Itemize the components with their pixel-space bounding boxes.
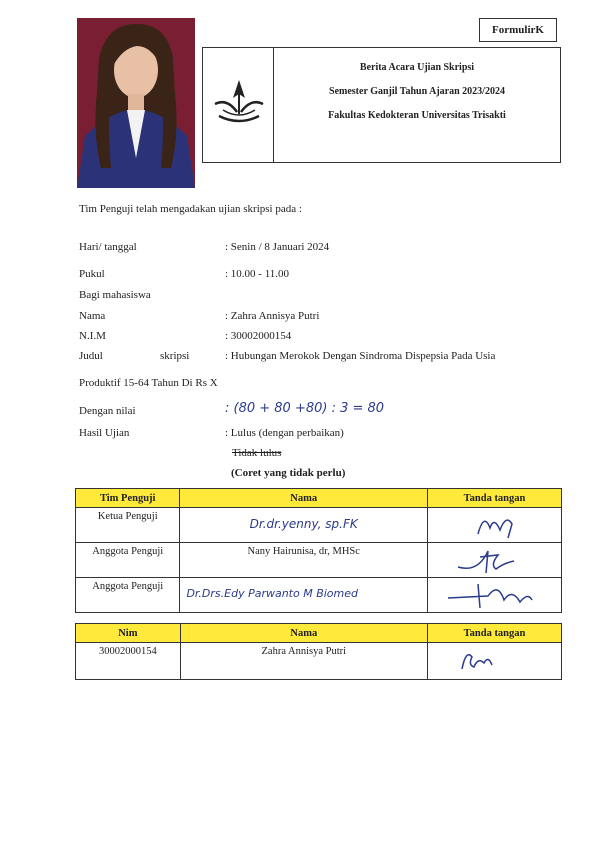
name-cell <box>180 508 428 543</box>
col-header-nama: Nama <box>180 489 428 508</box>
header-title-block <box>274 48 560 121</box>
hasil-label: Hasil Ujian <box>79 427 130 439</box>
signature-cell <box>427 508 561 543</box>
university-logo <box>209 78 269 128</box>
student-table <box>75 623 562 680</box>
handwritten-name: Dr.Drs.Edy Parwanto M Biomed <box>186 587 359 600</box>
judul-value-line2: Produktif 15-64 Tahun Di Rs X <box>79 377 218 389</box>
signature-icon <box>428 543 561 577</box>
signature-cell <box>427 578 561 613</box>
signature-icon <box>428 508 561 542</box>
signature-icon <box>428 578 561 612</box>
hasil-value: : Lulus (dengan perbaikan) <box>225 427 344 439</box>
judul-label-tail: skripsi <box>160 350 190 362</box>
role-cell: Anggota Penguji <box>76 578 180 613</box>
table-row <box>76 508 562 543</box>
name-cell: Nany Hairunisa, dr, MHSc <box>180 543 428 578</box>
table-row <box>76 543 562 578</box>
pukul-value: : 10.00 - 11.00 <box>225 268 290 280</box>
signature-cell <box>427 543 561 578</box>
coret-note: (Coret yang tidak perlu) <box>231 467 346 479</box>
judul-label: Judul <box>79 350 103 362</box>
nama-value: : Zahra Annisya Putri <box>225 310 320 322</box>
handwritten-name: Dr.dr.yenny, sp.FK <box>249 517 358 531</box>
examiners-table <box>75 488 562 613</box>
role-cell: Anggota Penguji <box>76 543 180 578</box>
role-cell: Ketua Penguji <box>76 508 180 543</box>
header-box <box>202 47 561 163</box>
signature-icon <box>428 643 561 679</box>
hari-label: Hari/ tanggal <box>79 241 137 253</box>
nim-label: N.I.M <box>79 330 106 342</box>
nim-cell: 30002000154 <box>76 643 181 680</box>
name-cell <box>180 578 428 613</box>
col-header-nama: Nama <box>180 624 427 643</box>
nama-label: Nama <box>79 310 106 322</box>
hari-value: : Senin / 8 Januari 2024 <box>225 241 330 253</box>
table-row <box>76 578 562 613</box>
form-label: FormulirK <box>479 18 557 42</box>
nilai-value: : (80 + 80 +80) : 3 = 80 <box>225 401 385 416</box>
signature-cell <box>427 643 561 680</box>
col-header-ttd: Tanda tangan <box>427 624 561 643</box>
nim-value: : 30002000154 <box>225 330 292 342</box>
header-line-2: Semester Ganjil Tahun Ajaran 2023/2024 <box>329 86 505 97</box>
col-header-ttd: Tanda tangan <box>427 489 561 508</box>
intro-text: Tim Penguji telah mengadakan ujian skripsi pada : <box>79 203 302 215</box>
header-line-3: Fakultas Kedokteran Universitas Trisakti <box>328 110 506 121</box>
bagi-label: Bagi mahasiswa <box>79 289 151 301</box>
col-header-nim: Nim <box>76 624 181 643</box>
header-line-1: Berita Acara Ujian Skripsi <box>359 62 475 73</box>
name-cell: Zahra Annisya Putri <box>180 643 427 680</box>
nilai-label: Dengan nilai <box>79 405 136 417</box>
table-row <box>76 643 562 680</box>
judul-value: : Hubungan Merokok Dengan Sindroma Dispepsia Pada Usia <box>225 350 496 362</box>
student-photo <box>77 18 195 188</box>
col-header-tim: Tim Penguji <box>76 489 180 508</box>
pukul-label: Pukul <box>79 268 105 280</box>
hasil-struck: Tidak lulus <box>232 447 282 459</box>
